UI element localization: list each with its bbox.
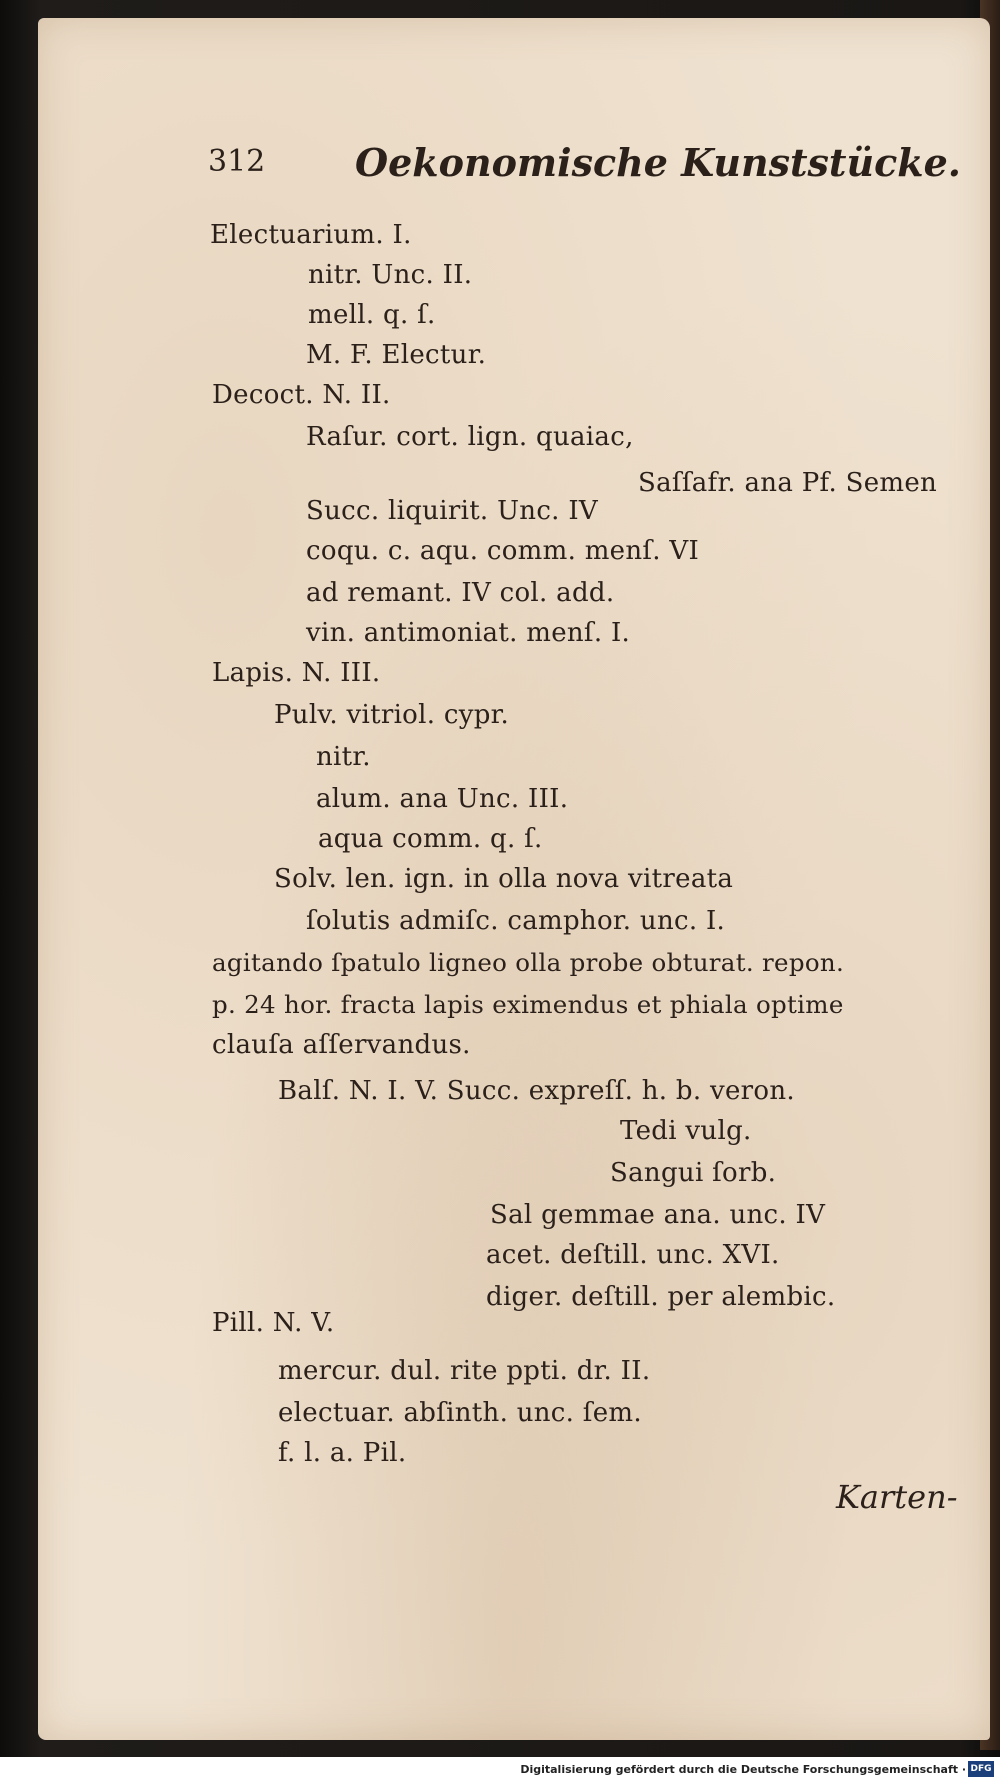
text-line: Pill. N. V.: [212, 1308, 335, 1338]
text-line: acet. deſtill. unc. XVI.: [486, 1240, 780, 1270]
text-line: ad remant. IV col. add.: [306, 578, 615, 608]
text-line: aqua comm. q. ſ.: [318, 824, 543, 854]
text-line: vin. antimoniat. menſ. I.: [306, 618, 631, 648]
text-line: mercur. dul. rite ppti. dr. II.: [278, 1356, 651, 1386]
text-line: M. F. Electur.: [306, 340, 487, 370]
text-line: Lapis. N. III.: [212, 658, 381, 688]
text-line: clauſa aſſervandus.: [212, 1030, 471, 1060]
text-line: electuar. abſinth. unc. ſem.: [278, 1398, 642, 1428]
text-line: Decoct. N. II.: [212, 380, 391, 410]
text-line: p. 24 hor. fracta lapis eximendus et phiala optime: [212, 990, 844, 1019]
text-line: mell. q. ſ.: [308, 300, 436, 330]
page-number: 312: [208, 144, 266, 179]
footer-credit: Digitalisierung gefördert durch die Deutsche Forschungsgemeinschaft ·: [520, 1763, 966, 1776]
text-line: Raſur. cort. lign. quaiac,: [306, 422, 634, 452]
text-line: f. l. a. Pil.: [278, 1438, 407, 1468]
text-line: Solv. len. ign. in olla nova vitreata: [274, 864, 734, 894]
text-line: Balſ. N. I. V. Succ. expreſſ. h. b. veron.: [278, 1076, 795, 1106]
text-line: Succ. liquirit. Unc. IV: [306, 496, 598, 526]
text-line: Sal gemmae ana. unc. IV: [490, 1200, 826, 1230]
text-line: ſolutis admiſc. camphor. unc. I.: [306, 906, 726, 936]
text-line: nitr.: [316, 742, 371, 772]
text-line: diger. deſtill. per alembic.: [486, 1282, 836, 1312]
dfg-logo: DFG: [968, 1761, 994, 1777]
text-line: nitr. Unc. II.: [308, 260, 473, 290]
text-line: alum. ana Unc. III.: [316, 784, 569, 814]
text-line: Pulv. vitriol. cypr.: [274, 700, 510, 730]
text-line: Sangui ſorb.: [610, 1158, 777, 1188]
running-head: Oekonomische Kunststücke.: [355, 140, 961, 185]
text-line: Electuarium. I.: [210, 220, 412, 250]
text-line: Tedi vulg.: [620, 1116, 752, 1146]
text-line: Saſſafr. ana Pf. Semen: [638, 468, 938, 498]
text-line: agitando ſpatulo ligneo olla probe obturat. repon.: [212, 948, 845, 977]
text-line: coqu. c. aqu. comm. menſ. VI: [306, 536, 700, 566]
catchword: Karten-: [836, 1478, 958, 1516]
